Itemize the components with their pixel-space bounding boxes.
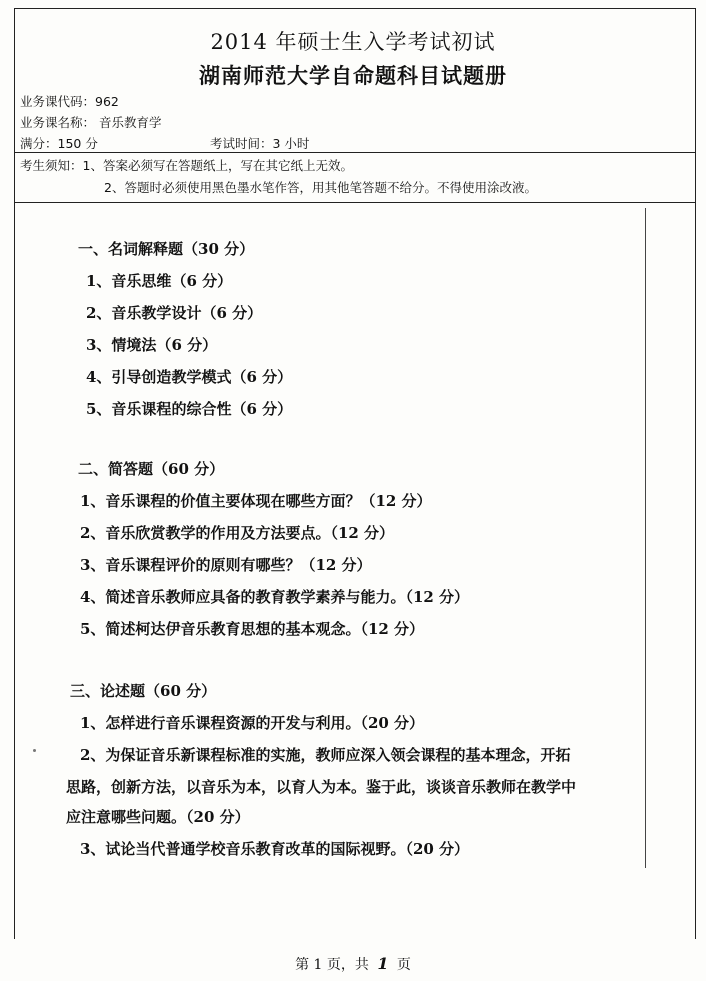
section-title: 一、名词解释题（30 分） [78,240,255,258]
page-footer [0,954,706,974]
divider-bottom [14,202,696,203]
full-marks: 满分：150 分 [20,136,98,151]
footer-prefix: 第 1 页，共 [295,957,369,973]
question-item: 4、简述音乐教师应具备的教育教学素养与能力。（12 分） [80,588,470,606]
footer-suffix: 页 [396,957,411,973]
section-title: 三、论述题（60 分） [70,682,217,700]
exam-title: 2014 年硕士生入学考试初试 [210,30,496,54]
notice-line-2: 2、答题时必须使用黑色墨水笔作答，用其他笔答题不给分。不得使用涂改液。 [104,180,537,195]
section-title: 二、简答题（60 分） [78,460,225,478]
question-item: 4、引导创造教学模式（6 分） [86,368,293,386]
answer-margin-line [645,208,646,868]
question-item: 1、音乐思维（6 分） [86,272,233,290]
divider-top [14,152,696,153]
question-item-continued: 思路，创新方法，以音乐为本，以育人为本。鉴于此，谈谈音乐教师在教学中 [66,778,577,796]
question-item: 2、音乐欣赏教学的作用及方法要点。（12 分） [80,524,395,542]
scan-speck [33,749,36,752]
course-code: 业务课代码：962 [20,94,119,109]
footer-total-pages: 1 [377,954,389,973]
question-item: 2、为保证音乐新课程标准的实施，教师应深入领会课程的基本理念，开拓 [80,746,571,764]
question-item: 2、音乐教学设计（6 分） [86,304,263,322]
question-item: 1、怎样进行音乐课程资源的开发与利用。（20 分） [80,714,425,732]
university-title: 湖南师范大学自命题科目试题册 [199,64,507,88]
question-item: 5、音乐课程的综合性（6 分） [86,400,293,418]
question-item: 3、音乐课程评价的原则有哪些？（12 分） [80,556,372,574]
notice-line-1: 考生须知：1、答案必须写在答题纸上，写在其它纸上无效。 [20,158,353,173]
exam-time: 考试时间：3 小时 [210,136,310,151]
question-item-continued: 应注意哪些问题。（20 分） [66,808,250,826]
course-name: 业务课名称： 音乐教育学 [20,115,162,130]
question-item: 5、简述柯达伊音乐教育思想的基本观念。（12 分） [80,620,425,638]
question-item: 3、试论当代普通学校音乐教育改革的国际视野。（20 分） [80,840,470,858]
question-item: 3、情境法（6 分） [86,336,218,354]
question-item: 1、音乐课程的价值主要体现在哪些方面？（12 分） [80,492,432,510]
